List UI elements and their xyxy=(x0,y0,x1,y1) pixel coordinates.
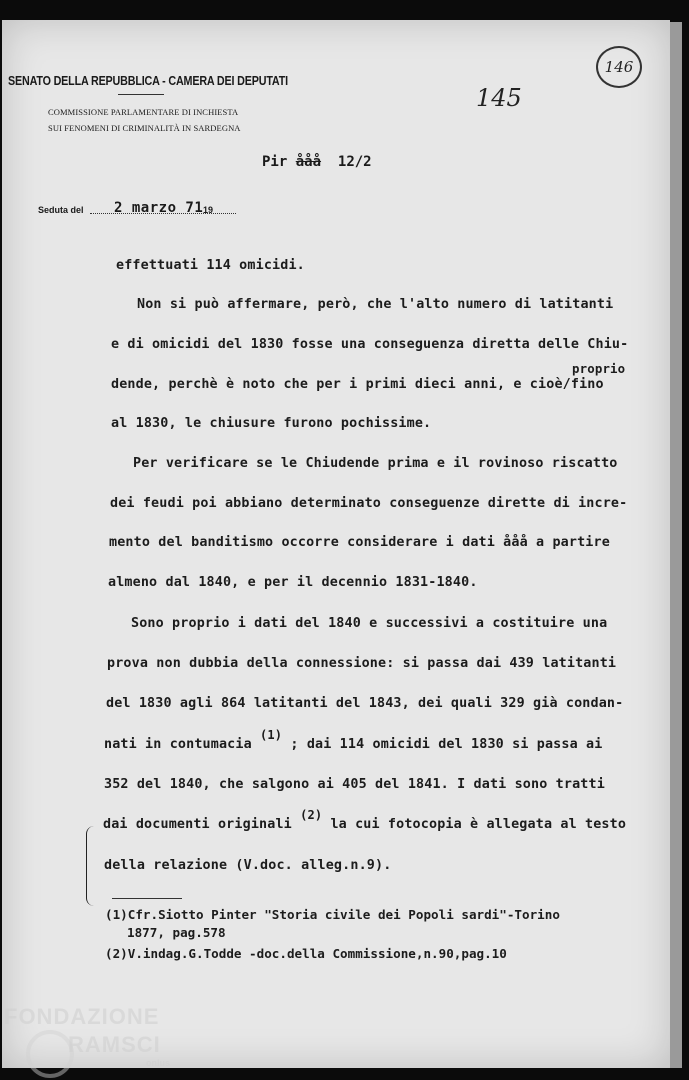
body-line: dei feudi poi abbiano determinato conseguenze dirette di incre- xyxy=(110,496,628,511)
seduta-year-prefix: 19 xyxy=(203,205,214,215)
body-line: Sono proprio i dati del 1840 e successivi a costituire una xyxy=(131,616,608,631)
letterhead-rule xyxy=(118,94,164,95)
reference-struck: ååå xyxy=(295,154,322,170)
body-line-part: nati in contumacia xyxy=(104,737,252,752)
reference-number: 12/2 xyxy=(337,154,372,170)
footnote-1-cont: 1877, pag.578 xyxy=(127,925,226,940)
body-insertion: proprio xyxy=(572,361,626,376)
body-line: effettuati 114 omicidi. xyxy=(116,258,305,273)
body-line xyxy=(103,808,627,832)
body-line: 352 del 1840, che salgono ai 405 del 1841. I dati sono tratti xyxy=(104,777,605,792)
footnote-ref-2: (2) xyxy=(300,808,323,822)
body-line: almeno dal 1840, e per il decennio 1831-1840. xyxy=(108,575,478,590)
body-line: Per verificare se le Chiudende prima e il rovinoso riscatto xyxy=(133,456,618,471)
watermark-line-3: onlus xyxy=(146,1058,170,1068)
body-line: Non si può affermare, però, che l'alto numero di latitanti xyxy=(137,297,614,312)
body-line: dende, perchè è noto che per i primi dieci anni, e cioè/fino xyxy=(111,377,604,392)
footnote-ref-1: (1) xyxy=(260,728,283,742)
body-line: mento del banditismo occorre considerare i dati ååå a partire xyxy=(109,535,610,550)
footnote-rule xyxy=(112,898,182,899)
circled-page-number-text: 146 xyxy=(604,58,634,76)
letterhead-title: SENATO DELLA REPUBBLICA - CAMERA DEI DEPUTATI xyxy=(8,74,288,88)
body-line-part: ; dai 114 omicidi del 1830 si passa ai xyxy=(290,737,603,752)
document-reference xyxy=(262,154,372,170)
seduta-label: Seduta del xyxy=(38,205,84,215)
handwritten-page-number: 145 xyxy=(476,84,522,112)
footnote-1: (1)Cfr.Siotto Pinter "Storia civile dei Popoli sardi"-Torino xyxy=(105,907,560,922)
footnote-2: (2)V.indag.G.Todde -doc.della Commissione,n.90,pag.10 xyxy=(105,946,507,961)
watermark-line-1: FONDAZIONE xyxy=(4,1004,160,1029)
body-line-part: dai documenti originali xyxy=(103,817,292,832)
margin-bracket xyxy=(86,826,95,906)
body-line: del 1830 agli 864 latitanti del 1843, dei quali 329 già condan- xyxy=(106,696,624,711)
reference-prefix: Pir xyxy=(262,154,288,170)
body-line: al 1830, le chiusure furono pochissime. xyxy=(111,416,432,431)
letterhead-subtitle-1: COMMISSIONE PARLAMENTARE DI INCHIESTA xyxy=(48,107,239,117)
body-line xyxy=(104,728,603,752)
body-line: e di omicidi del 1830 fosse una conseguenza diretta delle Chiu- xyxy=(111,337,629,352)
seduta-date: 2 marzo 71 xyxy=(114,200,204,216)
body-line-part: la cui fotocopia è allegata al testo xyxy=(330,817,627,832)
circled-page-number xyxy=(596,46,642,88)
watermark-line-2: RAMSCI xyxy=(68,1032,161,1057)
page-edge xyxy=(670,22,682,1068)
body-line: prova non dubbia della connessione: si passa dai 439 latitanti xyxy=(107,656,617,671)
letterhead-subtitle-2: SUI FENOMENI DI CRIMINALITÀ IN SARDEGNA xyxy=(48,123,241,133)
watermark-g-icon xyxy=(26,1030,74,1078)
body-line: della relazione (V.doc. alleg.n.9). xyxy=(104,858,392,873)
